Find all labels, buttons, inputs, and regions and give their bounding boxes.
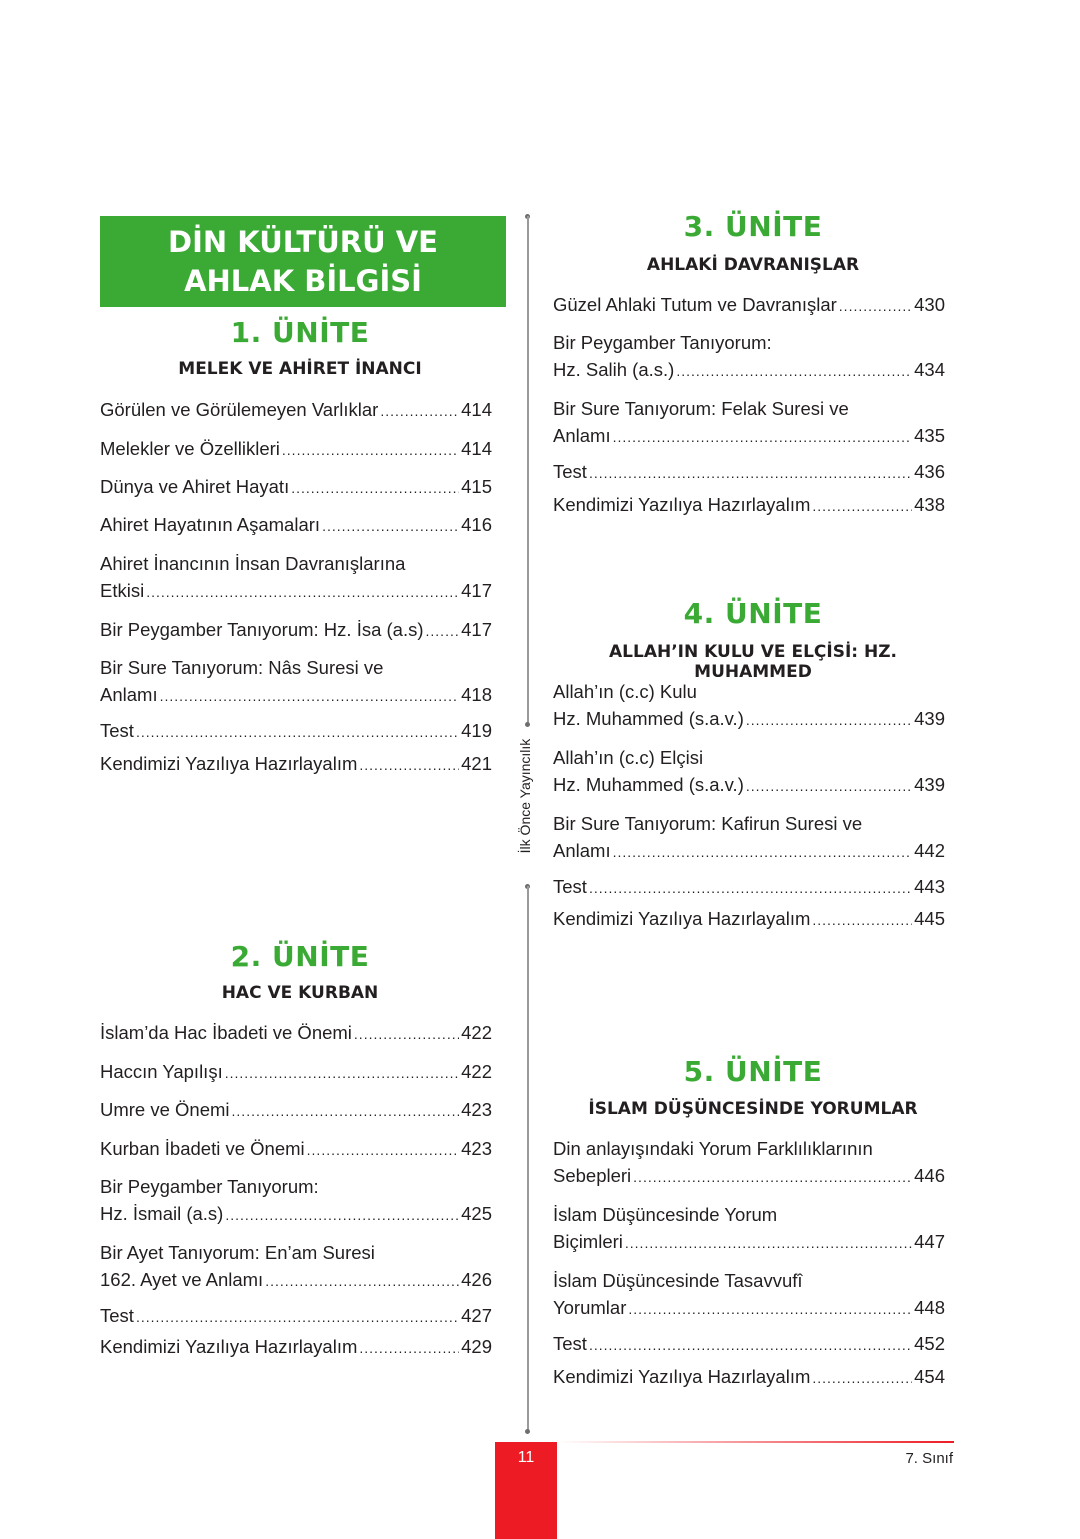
dot-leader <box>307 1137 459 1164</box>
toc-entry-label: Ahiret İnancının İnsan Davranışlarına <box>100 553 406 574</box>
toc-entry[interactable] <box>100 1058 492 1087</box>
toc-entry[interactable] <box>100 511 492 540</box>
dot-leader <box>589 460 912 487</box>
toc-entry[interactable] <box>553 1330 945 1359</box>
dot-leader <box>359 1335 459 1362</box>
dot-leader <box>232 1098 460 1125</box>
toc-entry-label: Test <box>553 1333 587 1354</box>
toc-entry-label: İslam’da Hac İbadeti ve Önemi <box>100 1022 352 1043</box>
toc-entry-page: 427 <box>461 1305 492 1326</box>
dot-leader <box>628 1296 912 1323</box>
toc-entry-label: Anlamı <box>553 840 611 861</box>
toc-entry-label: Kendimizi Yazılıya Hazırlayalım <box>553 1366 811 1387</box>
dot-leader <box>589 1332 912 1359</box>
toc-entry-page: 442 <box>914 840 945 861</box>
toc-entry[interactable] <box>553 291 945 320</box>
toc-entry-label: Görülen ve Görülemeyen Varlıklar <box>100 399 379 420</box>
toc-entry-label: Kurban İbadeti ve Önemi <box>100 1138 305 1159</box>
toc-entry-label: Yorumlar <box>553 1297 627 1318</box>
toc-entry-page: 419 <box>461 720 492 741</box>
toc-entry-label: Din anlayışındaki Yorum Farklılıklarının <box>553 1138 873 1159</box>
toc-entry-page: 415 <box>461 476 492 497</box>
toc-entry-label: İslam Düşüncesinde Yorum <box>553 1204 778 1225</box>
toc-entry-label: Bir Peygamber Tanıyorum: <box>100 1176 319 1197</box>
subject-title-line-1: DİN KÜLTÜRÜ VE <box>168 224 438 259</box>
toc-entry-page: 417 <box>461 619 492 640</box>
toc-entry[interactable] <box>553 329 945 385</box>
toc-entry[interactable] <box>100 1239 492 1295</box>
toc-entry[interactable] <box>553 744 945 800</box>
toc-entry-page: 417 <box>461 580 492 601</box>
toc-entry-page: 438 <box>914 494 945 515</box>
toc-entry-label: Bir Sure Tanıyorum: Felak Suresi ve <box>553 398 849 419</box>
toc-entry[interactable] <box>100 750 492 779</box>
toc-entry-page: 454 <box>914 1366 945 1387</box>
dot-leader <box>354 1021 459 1048</box>
dot-leader <box>291 475 459 502</box>
toc-entry[interactable] <box>100 1135 492 1164</box>
unit-3-title: 3. ÜNİTE <box>683 210 823 243</box>
toc-entry[interactable] <box>100 616 492 645</box>
toc-entry-page: 443 <box>914 876 945 897</box>
toc-entry-page: 446 <box>914 1165 945 1186</box>
toc-entry[interactable] <box>100 435 492 464</box>
dot-leader <box>812 907 912 934</box>
toc-entry-label: 162. Ayet ve Anlamı <box>100 1269 264 1290</box>
toc-entry[interactable] <box>100 654 492 710</box>
toc-entry[interactable] <box>553 678 945 734</box>
toc-entry-label: Allah’ın (c.c) Kulu <box>553 681 697 702</box>
toc-entry-label: Etkisi <box>100 580 145 601</box>
toc-entry[interactable] <box>100 550 492 606</box>
toc-entry[interactable] <box>553 873 945 902</box>
subject-title-box <box>100 216 506 307</box>
dot-leader <box>625 1230 912 1257</box>
toc-entry[interactable] <box>100 1333 492 1362</box>
toc-entry-page: 439 <box>914 708 945 729</box>
unit-5-subtitle: İSLAM DÜŞÜNCESİNDE YORUMLAR <box>588 1099 918 1119</box>
subject-title-line-2: AHLAK BİLGİSİ <box>184 263 422 298</box>
toc-entry-page: 416 <box>461 514 492 535</box>
toc-entry-label: Kendimizi Yazılıya Hazırlayalım <box>553 494 811 515</box>
toc-entry-page: 422 <box>461 1022 492 1043</box>
toc-entry-label: Kendimizi Yazılıya Hazırlayalım <box>100 753 358 774</box>
dot-leader <box>746 773 912 800</box>
toc-entry-label: Anlamı <box>100 684 158 705</box>
toc-entry-page: 425 <box>461 1203 492 1224</box>
toc-entry[interactable] <box>553 491 945 520</box>
dot-leader <box>136 719 459 746</box>
toc-entry-label: Hz. İsmail (a.s) <box>100 1203 224 1224</box>
toc-entry-label: Ahiret Hayatının Aşamaları <box>100 514 321 535</box>
toc-entry-page: 430 <box>914 294 945 315</box>
publisher-label: İlk Önce Yayıncılık <box>517 738 533 854</box>
toc-entry-label: Umre ve Önemi <box>100 1099 230 1120</box>
unit-2-title: 2. ÜNİTE <box>230 940 370 973</box>
toc-entry[interactable] <box>100 1019 492 1048</box>
dot-leader <box>225 1060 459 1087</box>
toc-entry-label: Test <box>100 1305 134 1326</box>
toc-entry-page: 418 <box>461 684 492 705</box>
dot-leader <box>282 437 459 464</box>
unit-5-title: 5. ÜNİTE <box>683 1055 823 1088</box>
toc-entry[interactable] <box>100 1096 492 1125</box>
toc-entry-label: Hz. Muhammed (s.a.v.) <box>553 774 744 795</box>
toc-entry-page: 445 <box>914 908 945 929</box>
toc-entry-label: Test <box>100 720 134 741</box>
toc-entry-label: Sebepleri <box>553 1165 632 1186</box>
toc-entry-label: Kendimizi Yazılıya Hazırlayalım <box>100 1336 358 1357</box>
toc-entry-page: 436 <box>914 461 945 482</box>
toc-entry-label: Hz. Muhammed (s.a.v.) <box>553 708 744 729</box>
dot-leader <box>613 424 913 451</box>
toc-entry-label: Bir Peygamber Tanıyorum: Hz. İsa (a.s) <box>100 619 424 640</box>
dot-leader <box>589 875 912 902</box>
page-number: 11 <box>517 1449 535 1466</box>
dot-leader <box>160 683 460 710</box>
toc-entry-label: Haccın Yapılışı <box>100 1061 223 1082</box>
column-divider-upper <box>527 216 529 724</box>
unit-1-subtitle: MELEK VE AHİRET İNANCI <box>178 359 422 379</box>
toc-entry[interactable] <box>100 473 492 502</box>
toc-entry-page: 434 <box>914 359 945 380</box>
toc-entry-page: 429 <box>461 1336 492 1357</box>
toc-entry-label: Melekler ve Özellikleri <box>100 438 280 459</box>
dot-leader <box>380 398 459 425</box>
toc-entry-label: Dünya ve Ahiret Hayatı <box>100 476 290 497</box>
toc-entry-page: 452 <box>914 1333 945 1354</box>
toc-entry-label: Bir Peygamber Tanıyorum: <box>553 332 772 353</box>
toc-entry[interactable] <box>553 1363 945 1392</box>
unit-4-subtitle: ALLAH’IN KULU VE ELÇİSİ: HZ. MUHAMMED <box>609 642 897 682</box>
toc-entry-page: 435 <box>914 425 945 446</box>
toc-entry-page: 423 <box>461 1099 492 1120</box>
toc-entry[interactable] <box>100 1302 492 1331</box>
unit-1-title: 1. ÜNİTE <box>230 316 370 349</box>
toc-entry-page: 448 <box>914 1297 945 1318</box>
toc-entry-page: 439 <box>914 774 945 795</box>
toc-entry-label: Test <box>553 461 587 482</box>
toc-entry[interactable] <box>553 1135 945 1191</box>
toc-entry-label: Test <box>553 876 587 897</box>
dot-leader <box>633 1164 912 1191</box>
toc-entry-page: 422 <box>461 1061 492 1082</box>
toc-entry[interactable] <box>100 1173 492 1229</box>
dot-leader <box>426 618 460 645</box>
toc-entry[interactable] <box>100 717 492 746</box>
toc-entry-page: 414 <box>461 438 492 459</box>
toc-entry-page: 421 <box>461 753 492 774</box>
toc-entry-page: 447 <box>914 1231 945 1252</box>
dot-leader <box>812 1365 912 1392</box>
unit-2-subtitle: HAC VE KURBAN <box>221 983 379 1003</box>
toc-entry-label: Anlamı <box>553 425 611 446</box>
toc-entry-label: Bir Ayet Tanıyorum: En’am Suresi <box>100 1242 375 1263</box>
dot-leader <box>225 1202 459 1229</box>
toc-entry[interactable] <box>553 1201 945 1257</box>
toc-entry-label: Allah’ın (c.c) Elçisi <box>553 747 704 768</box>
toc-entry-label: Kendimizi Yazılıya Hazırlayalım <box>553 908 811 929</box>
dot-leader <box>613 839 913 866</box>
toc-entry[interactable] <box>553 905 945 934</box>
dot-leader <box>136 1304 459 1331</box>
toc-entry-page: 414 <box>461 399 492 420</box>
dot-leader <box>746 707 912 734</box>
dot-leader <box>265 1268 459 1295</box>
toc-entry-label: İslam Düşüncesinde Tasavvufî <box>553 1270 803 1291</box>
dot-leader <box>839 293 912 320</box>
toc-entry[interactable] <box>553 458 945 487</box>
unit-4-title: 4. ÜNİTE <box>683 597 823 630</box>
toc-entry-page: 426 <box>461 1269 492 1290</box>
toc-entry[interactable] <box>553 395 945 451</box>
dot-leader <box>812 493 912 520</box>
toc-entry-label: Bir Sure Tanıyorum: Kafirun Suresi ve <box>553 813 863 834</box>
divider-dot-bottom <box>525 1429 530 1434</box>
dot-leader <box>146 579 459 606</box>
toc-entry-page: 423 <box>461 1138 492 1159</box>
toc-entry-label: Biçimleri <box>553 1231 623 1252</box>
grade-label: 7. Sınıf <box>905 1450 953 1467</box>
toc-entry[interactable] <box>553 1267 945 1323</box>
dot-leader <box>676 358 912 385</box>
footer-line <box>557 1441 954 1443</box>
toc-entry-label: Güzel Ahlaki Tutum ve Davranışlar <box>553 294 837 315</box>
toc-entry[interactable] <box>553 810 945 866</box>
column-divider-lower <box>527 886 529 1431</box>
dot-leader <box>322 513 459 540</box>
unit-3-subtitle: AHLAKİ DAVRANIŞLAR <box>646 255 860 275</box>
toc-entry-label: Bir Sure Tanıyorum: Nâs Suresi ve <box>100 657 384 678</box>
toc-entry-label: Hz. Salih (a.s.) <box>553 359 675 380</box>
dot-leader <box>359 752 459 779</box>
toc-entry[interactable] <box>100 396 492 425</box>
